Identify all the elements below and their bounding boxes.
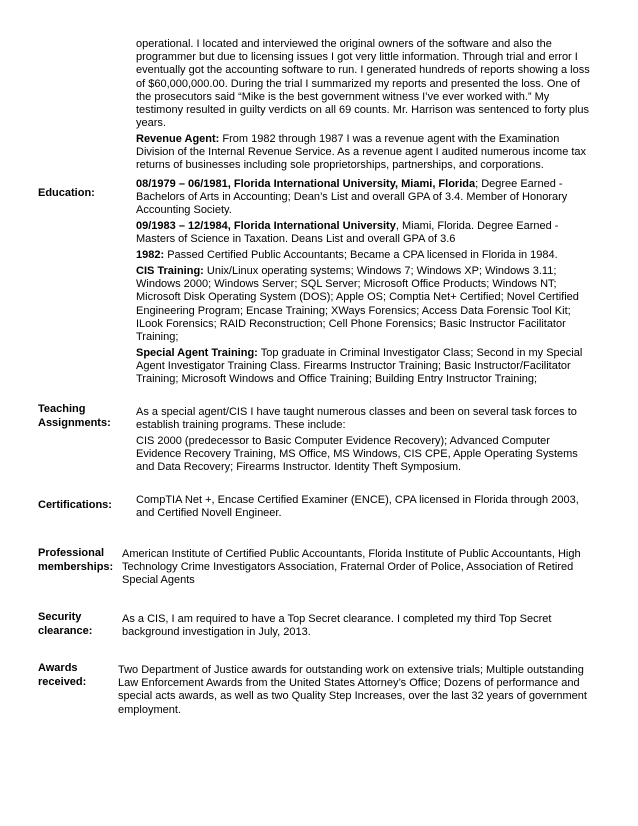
masters-heading: 09/1983 – 12/1984, Florida International University	[136, 220, 396, 232]
professional-label-line2: memberships:	[38, 561, 114, 573]
certifications-paragraph	[136, 494, 591, 520]
professional-label-line1: Professional	[38, 547, 105, 559]
revenue-agent-text: From 1982 through 1987 I was a revenue agent with the Examination Division of the Internal Revenue Service. As a revenue agent I audited numerous income tax returns of businesses including sole proprietorships, partnerships, and corporations.	[136, 133, 587, 172]
awards-text: Two Department of Justice awards for outstanding work on extensive trials; Multiple outstanding Law Enforcement Awards from the United States Attorney’s Office; Dozens of performance and special acts awards, as well as two Quality Step Increases, over the last 32 years of government employment.	[118, 664, 587, 716]
memberships-text: American Institute of Certified Public Accountants, Florida Institute of Public Accountants, High Technology Crime Investigators Association, Fraternal Order of Police, Association of Retired Special Agents	[122, 548, 581, 587]
cis-training-heading: CIS Training:	[136, 265, 204, 277]
professional-memberships-label	[38, 546, 113, 574]
awards-paragraph	[118, 664, 594, 717]
cpa-text: Passed Certified Public Accountants; Became a CPA licensed in Florida in 1984.	[164, 249, 558, 261]
investigation-paragraph	[136, 38, 591, 130]
teaching-label-line2: Assignments:	[38, 417, 111, 429]
security-label-line2: clearance:	[38, 625, 93, 637]
memberships-paragraph	[122, 548, 592, 588]
security-label-line1: Security	[38, 611, 82, 623]
awards-received-label	[38, 661, 86, 689]
bachelors-heading: 08/1979 – 06/1981, Florida International University, Miami, Florida	[136, 178, 476, 190]
teaching-paragraph-intro	[136, 406, 591, 432]
bachelors-text: ; Degree Earned - Bachelors of Arts in Accounting; Dean’s List and overall GPA of 3.4. Member of Honorary Accounting Society.	[136, 178, 568, 217]
teaching-label-line1: Teaching	[38, 403, 86, 415]
cis-training-text: Unix/Linux operating systems; Windows 7; Windows XP; Windows 3.11; Windows 2000; Windows Server; SQL Server; Microsoft Office Products; Windows NT; Microsoft Disk Operating System (DOS); Apple OS; Comptia Net+ Certified; Novel Certified Engineering Program; Encase Training; XWays Forensics; Access Data Forensic Tool Kit; ILook Forensics; RAID Reconstruction; Cell Phone Forensics; Basic Instructor Facilitator Training;	[136, 265, 579, 344]
revenue-agent-heading: Revenue Agent:	[136, 133, 220, 145]
education-label: Education:	[38, 187, 95, 199]
security-clearance-label	[38, 610, 92, 638]
awards-label-line1: Awards	[38, 662, 78, 674]
revenue-agent-paragraph	[136, 133, 591, 173]
certifications-text: CompTIA Net +, Encase Certified Examiner (ENCE), CPA licensed in Florida through 2003, and Certified Novell Engineer.	[136, 494, 579, 520]
teaching-assignments-label	[38, 402, 111, 430]
teaching-intro-text: As a special agent/CIS I have taught numerous classes and been on several task forces to establish training programs. These include:	[136, 406, 577, 432]
security-clearance-text: As a CIS, I am required to have a Top Secret clearance. I completed my third Top Secret background investigation in July, 2013.	[122, 613, 552, 639]
special-agent-training-paragraph	[136, 347, 591, 387]
teaching-classes-text: CIS 2000 (predecessor to Basic Computer Evidence Recovery); Advanced Computer Evidence Recovery Training, MS Office, MS Windows, CIS CPE, Apple Operating Systems and Data Recovery; Firearms Instructor. Identity Theft Symposium.	[136, 435, 578, 474]
special-agent-training-text: Top graduate in Criminal Investigator Class; Second in my Special Agent Investigator Training Class. Firearms Instructor Training; Basic Instructor/Facilitator Training; Microsoft Windows and Office Training; Building Entry Instructor Training;	[136, 347, 583, 386]
certifications-label: Certifications:	[38, 499, 112, 511]
security-clearance-paragraph	[122, 613, 592, 639]
education-entry-cpa	[136, 249, 591, 262]
teaching-paragraph-classes	[136, 435, 591, 475]
education-entry-masters	[136, 220, 591, 246]
cis-training-paragraph	[136, 265, 591, 344]
awards-label-line2: received:	[38, 676, 87, 688]
cpa-heading: 1982:	[136, 249, 165, 261]
masters-text: , Miami, Florida. Degree Earned - Masters of Science in Taxation. Deans List and overall GPA of 3.6	[136, 220, 559, 246]
investigation-text: operational. I located and interviewed the original owners of the software and also the programmer but due to licensing issues I got very little information. Through trial and error I eventually got the accounting software to run. I generated hundreds of reports showing a loss of $60,000,000.00. During the trial I summarized my reports and presented the loss. One of the prosecutors said “Mike is the best government witness I’ve ever worked with.” My testimony resulted in guilty verdicts on all 69 counts. Mr. Harrison was sentenced to forty plus years.	[136, 38, 590, 130]
education-entry-bachelors	[136, 178, 591, 218]
special-agent-training-heading: Special Agent Training:	[136, 347, 258, 359]
